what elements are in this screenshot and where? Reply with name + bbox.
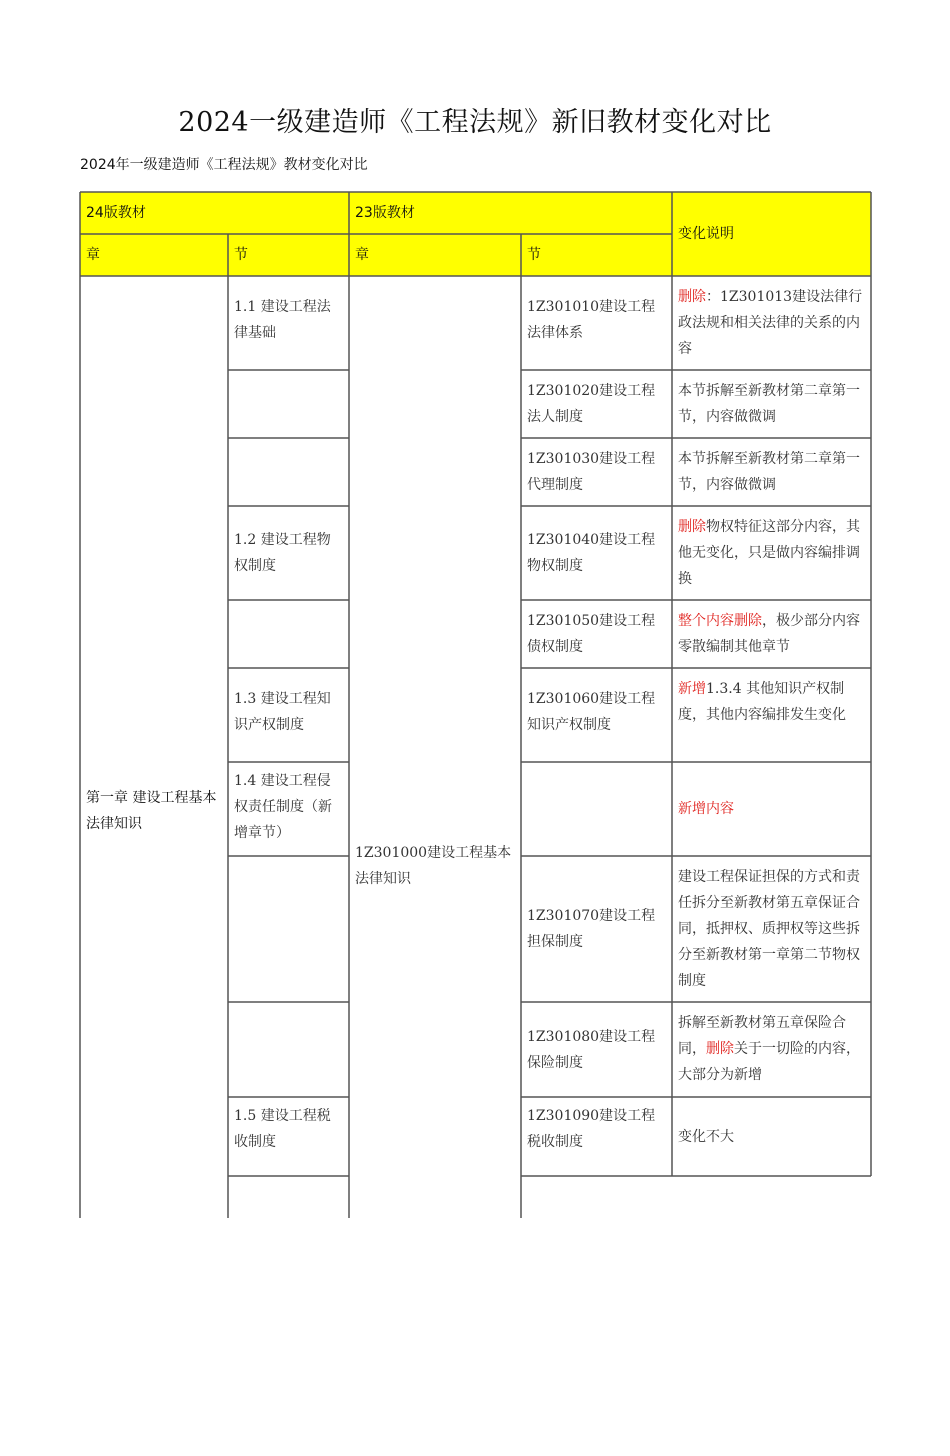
change-text: 拆解至新教材第五章保险合同， (678, 1015, 846, 1057)
change-row-1 (672, 276, 871, 370)
change-highlight: 删除 (678, 289, 706, 305)
header-section-24: 节 (234, 247, 248, 263)
section-24-1-5: 1.5 建设工程税收制度 (234, 1108, 331, 1150)
change-highlight: 删除 (678, 519, 706, 535)
chapter-23-cell: 1Z301000建设工程基本法律知识 (355, 845, 512, 887)
section-23-row-10: 1Z301090建设工程税收制度 (527, 1108, 656, 1150)
change-text: 1.3.4 其他知识产权制度，其他内容编排发生变化 (678, 681, 846, 723)
section-23-row-9: 1Z301080建设工程保险制度 (527, 1028, 656, 1071)
change-row-6 (672, 668, 871, 762)
section-23-row-2: 1Z301020建设工程法人制度 (527, 383, 656, 425)
chapter-24-cell: 第一章 建设工程基本法律知识 (86, 790, 217, 832)
section-23-row-3: 1Z301030建设工程代理制度 (527, 451, 656, 493)
change-row-4 (672, 506, 871, 600)
header-23-edition: 23版教材 (355, 205, 415, 221)
change-row-7 (672, 762, 871, 856)
change-row-8: 建设工程保证担保的方式和责任拆分至新教材第五章保证合同，抵押权、质押权等这些拆分至新教材第一章第二节物权制度 (678, 869, 860, 989)
section-23-row-4: 1Z301040建设工程物权制度 (527, 532, 656, 574)
change-text: ，极少部分内容零散编制其他章节 (678, 613, 860, 655)
section-23-row-1: 1Z301010建设工程法律体系 (527, 299, 656, 341)
section-24-1-4: 1.4 建设工程侵权责任制度（新增章节） (234, 773, 332, 841)
header-change-description: 变化说明 (678, 226, 734, 242)
change-row-2: 本节拆解至新教材第二章第一节，内容做微调 (678, 383, 860, 425)
section-24-1-1: 1.1 建设工程法律基础 (234, 299, 331, 341)
section-23-row-5: 1Z301050建设工程债权制度 (527, 613, 656, 655)
section-24-1-2: 1.2 建设工程物权制度 (234, 532, 331, 574)
change-row-9 (672, 1002, 871, 1097)
section-24-1-3: 1.3 建设工程知识产权制度 (234, 691, 331, 733)
header-chapter-24: 章 (86, 247, 100, 263)
page-subtitle: 2024年一级建造师《工程法规》教材变化对比 (80, 157, 368, 173)
change-row-10: 变化不大 (678, 1128, 734, 1145)
change-text: 物权特征这部分内容，其他无变化，只是做内容编排调换 (678, 519, 860, 587)
change-highlight: 新增内容 (678, 801, 734, 817)
change-highlight: 新增 (678, 681, 706, 697)
change-highlight: 整个内容删除 (678, 613, 762, 629)
page-title: 2024一级建造师《工程法规》新旧教材变化对比 (178, 107, 772, 138)
header-chapter-23: 章 (355, 247, 369, 263)
section-23-row-6: 1Z301060建设工程知识产权制度 (527, 691, 656, 733)
change-highlight: 删除 (706, 1041, 734, 1057)
change-row-3: 本节拆解至新教材第二章第一节，内容做微调 (678, 451, 860, 493)
change-text: ：1Z301013建设法律行政法规和相关法律的关系的内容 (678, 289, 863, 357)
section-23-row-8: 1Z301070建设工程担保制度 (527, 908, 656, 950)
change-text: 关于一切险的内容，大部分为新增 (678, 1041, 860, 1083)
header-section-23: 节 (527, 247, 541, 263)
change-row-5 (672, 600, 871, 668)
header-24-edition: 24版教材 (86, 205, 146, 221)
